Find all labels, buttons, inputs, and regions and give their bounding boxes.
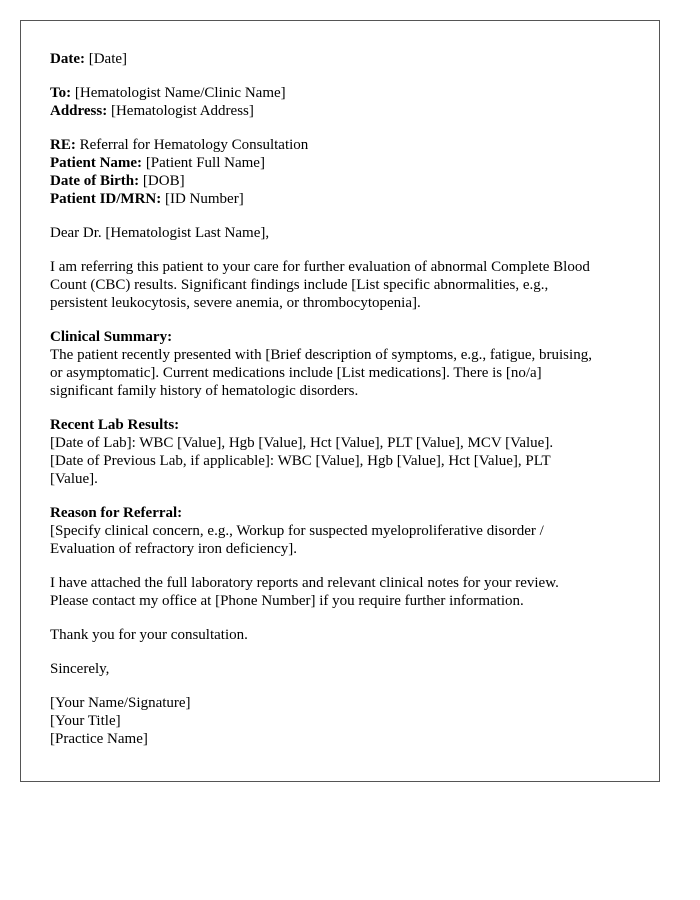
to-value: [Hematologist Name/Clinic Name] — [74, 85, 286, 101]
salutation-text: Dear Dr. [Hematologist Last Name], — [50, 225, 270, 241]
signature-practice: [Practice Name] — [50, 731, 148, 747]
to-label: To: — [50, 85, 72, 101]
attachment-line: I have attached the full laboratory reports and relevant clinical notes for your review. — [50, 575, 559, 591]
patient-id-label: Patient ID/MRN: — [50, 191, 162, 207]
dob-label: Date of Birth: — [50, 173, 140, 189]
address-value: [Hematologist Address] — [110, 103, 254, 119]
reason-heading: Reason for Referral: — [50, 505, 183, 521]
signature-title: [Your Title] — [50, 713, 121, 729]
lab-results-line: [Date of Lab]: WBC [Value], Hgb [Value], Hct [Value], PLT [Value], MCV [Value]. — [50, 435, 554, 451]
intro-paragraph — [50, 258, 630, 312]
clinical-summary-line: or asymptomatic]. Current medications include [List medications]. There is [no/a] — [50, 365, 542, 381]
thanks-text: Thank you for your consultation. — [50, 627, 248, 643]
re-label: RE: — [50, 137, 76, 153]
subject-block — [50, 136, 630, 208]
address-label: Address: — [50, 103, 108, 119]
patient-name-label: Patient Name: — [50, 155, 143, 171]
reason-line: Evaluation of refractory iron deficiency]. — [50, 541, 297, 557]
closing-text: Sincerely, — [50, 661, 110, 677]
clinical-summary-line: significant family history of hematologic disorders. — [50, 383, 359, 399]
lab-results-heading: Recent Lab Results: — [50, 417, 180, 433]
re-line — [50, 136, 630, 154]
date-value: [Date] — [88, 51, 128, 67]
closing-paragraph — [50, 660, 630, 678]
lab-results-line: [Value]. — [50, 471, 98, 487]
attachment-paragraph — [50, 574, 630, 610]
address-line — [50, 102, 630, 120]
referral-letter — [20, 20, 660, 782]
date-block — [50, 50, 630, 68]
thanks-paragraph — [50, 626, 630, 644]
reason-line: [Specify clinical concern, e.g., Workup for suspected myeloproliferative disorder / — [50, 523, 544, 539]
clinical-summary-heading: Clinical Summary: — [50, 329, 173, 345]
intro-line: Count (CBC) results. Significant findings include [List specific abnormalities, e.g., — [50, 277, 549, 293]
intro-line: persistent leukocytosis, severe anemia, or thrombocytopenia]. — [50, 295, 421, 311]
reason-section — [50, 504, 630, 558]
to-line — [50, 84, 630, 102]
lab-results-section — [50, 416, 630, 488]
patient-name-line — [50, 154, 630, 172]
clinical-summary-line: The patient recently presented with [Brief description of symptoms, e.g., fatigue, bruising, — [50, 347, 592, 363]
intro-line: I am referring this patient to your care for further evaluation of abnormal Complete Blood — [50, 259, 590, 275]
date-label: Date: — [50, 51, 85, 67]
attachment-line: Please contact my office at [Phone Number] if you require further information. — [50, 593, 524, 609]
dob-line — [50, 172, 630, 190]
dob-value: [DOB] — [142, 173, 185, 189]
recipient-block — [50, 84, 630, 120]
patient-name-value: [Patient Full Name] — [145, 155, 265, 171]
date-line — [50, 50, 630, 68]
clinical-summary-section — [50, 328, 630, 400]
patient-id-value: [ID Number] — [164, 191, 244, 207]
patient-id-line — [50, 190, 630, 208]
salutation — [50, 224, 630, 242]
signature-block — [50, 694, 630, 748]
re-value: Referral for Hematology Consultation — [79, 137, 309, 153]
signature-name: [Your Name/Signature] — [50, 695, 191, 711]
lab-results-line: [Date of Previous Lab, if applicable]: WBC [Value], Hgb [Value], Hct [Value], PLT — [50, 453, 551, 469]
